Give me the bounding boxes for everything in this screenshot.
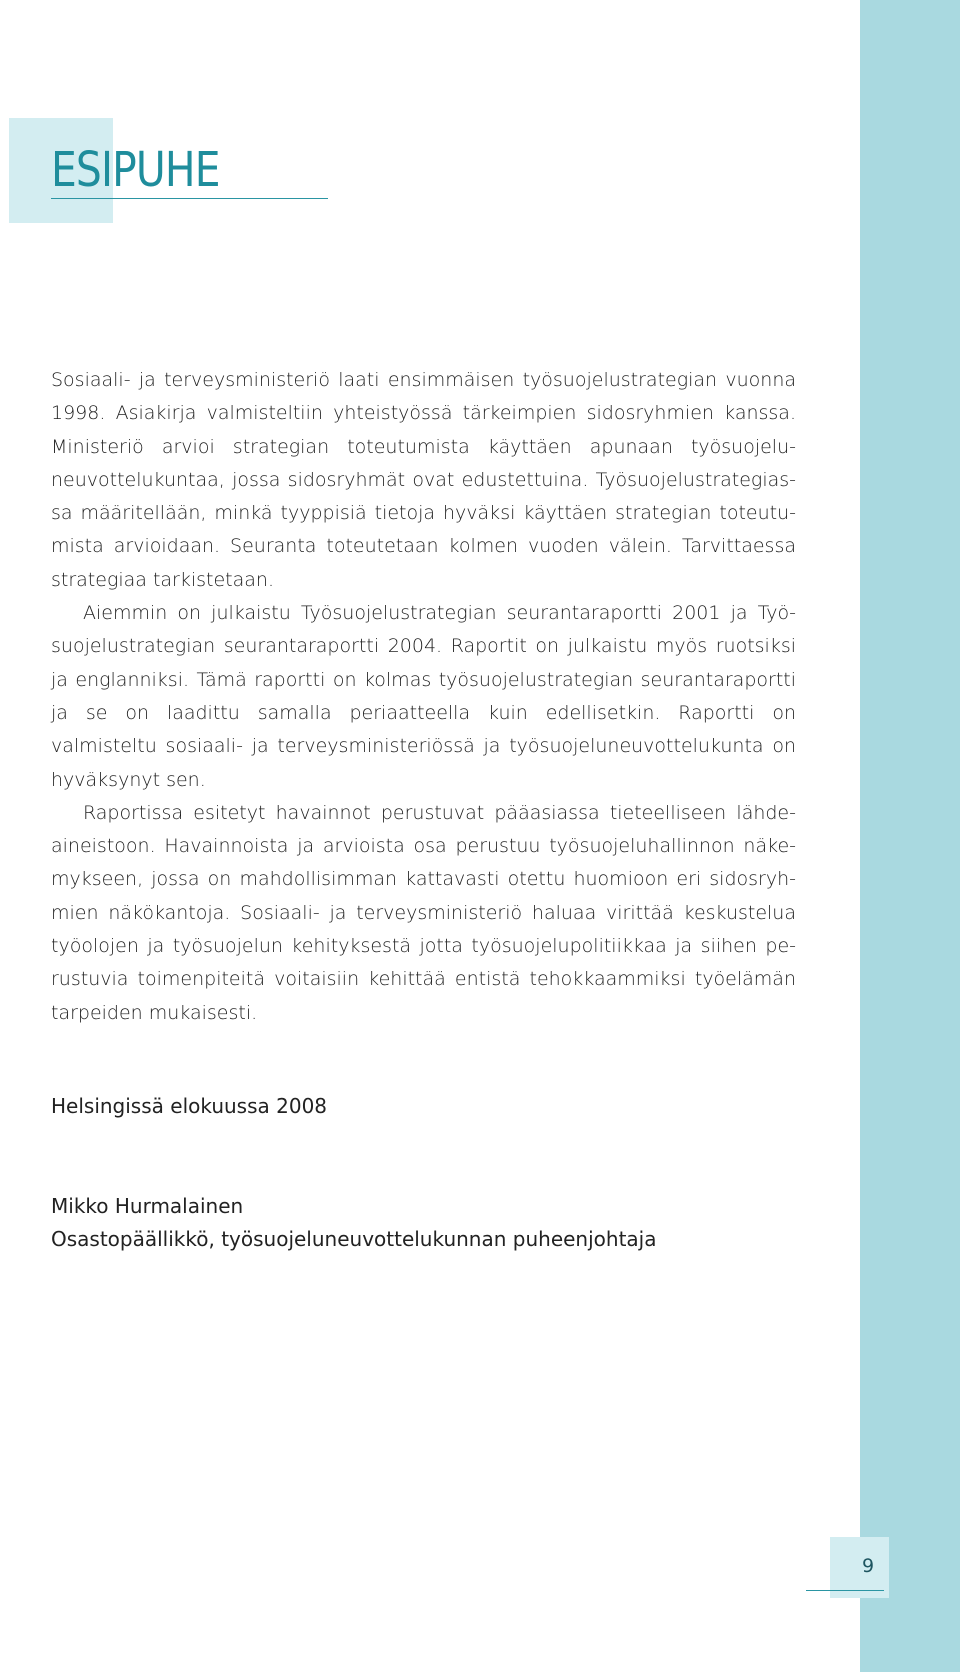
page-number: 9 [861, 1555, 875, 1577]
signature-role: Osastopäällikkö, työsuojeluneuvottelukunnan puheenjohtaja [51, 1227, 657, 1251]
paragraph-3: Raportissa esitetyt havainnot perustuvat pääasiassa tieteelliseen lähdeaineistoon. Havainnoista ja arvioista osa perustuu työsuojeluhallinnon näkemykseen, jossa on mahdollisimman kattavasti otettu huomioon eri sidosryhmien näkökantoja. Sosiaali- ja terveysministeriö haluaa virittää keskustelua työolojen ja työsuojelun kehityksestä jotta työsuojelupolitiikkaa ja siihen perustuvia toimenpiteitä voitaisiin kehittää entistä tehokkaammiksi työelämän tarpeiden mukaisesti. [51, 801, 796, 1024]
signature-place-date: Helsingissä elokuussa 2008 [51, 1094, 328, 1118]
title-underline [51, 198, 328, 199]
page-number-underline [806, 1590, 884, 1591]
paragraph-1: Sosiaali- ja terveysministeriö laati ensimmäisen työsuojelustrategian vuonna 1998. Asiakirja valmisteltiin yhteistyössä tärkeimpien sidosryhmien kanssa. Ministeriö arvioi strategian toteutumista käyttäen apunaan työsuojeluneuvottelukuntaa, jossa sidosryhmät ovat edustettuina. Työsuojelustrategiassa määritellään, minkä tyyppisiä tietoja hyväksi käyttäen strategian toteutumista arvioidaan. Seuranta toteutetaan kolmen vuoden välein. Tarvittaessa strategiaa tarkistetaan. [51, 369, 796, 591]
paragraph-2: Aiemmin on julkaistu Työsuojelustrategian seurantaraportti 2001 ja Työsuojelustrategian seurantaraportti 2004. Raportit on julkaistu myös ruotsiksi ja englanniksi. Tämä raportti on kolmas työsuojelustrategian seurantaraportti ja se on laadittu samalla periaatteella kuin edellisetkin. Raportti on valmisteltu sosiaali- ja terveysministeriössä ja työsuojeluneuvottelukunta on hyväksynyt sen. [51, 602, 796, 791]
side-color-band [860, 0, 960, 1672]
page-title: ESIPUHE [51, 142, 220, 198]
signature-name: Mikko Hurmalainen [51, 1194, 244, 1218]
foreword-body [51, 364, 796, 1030]
